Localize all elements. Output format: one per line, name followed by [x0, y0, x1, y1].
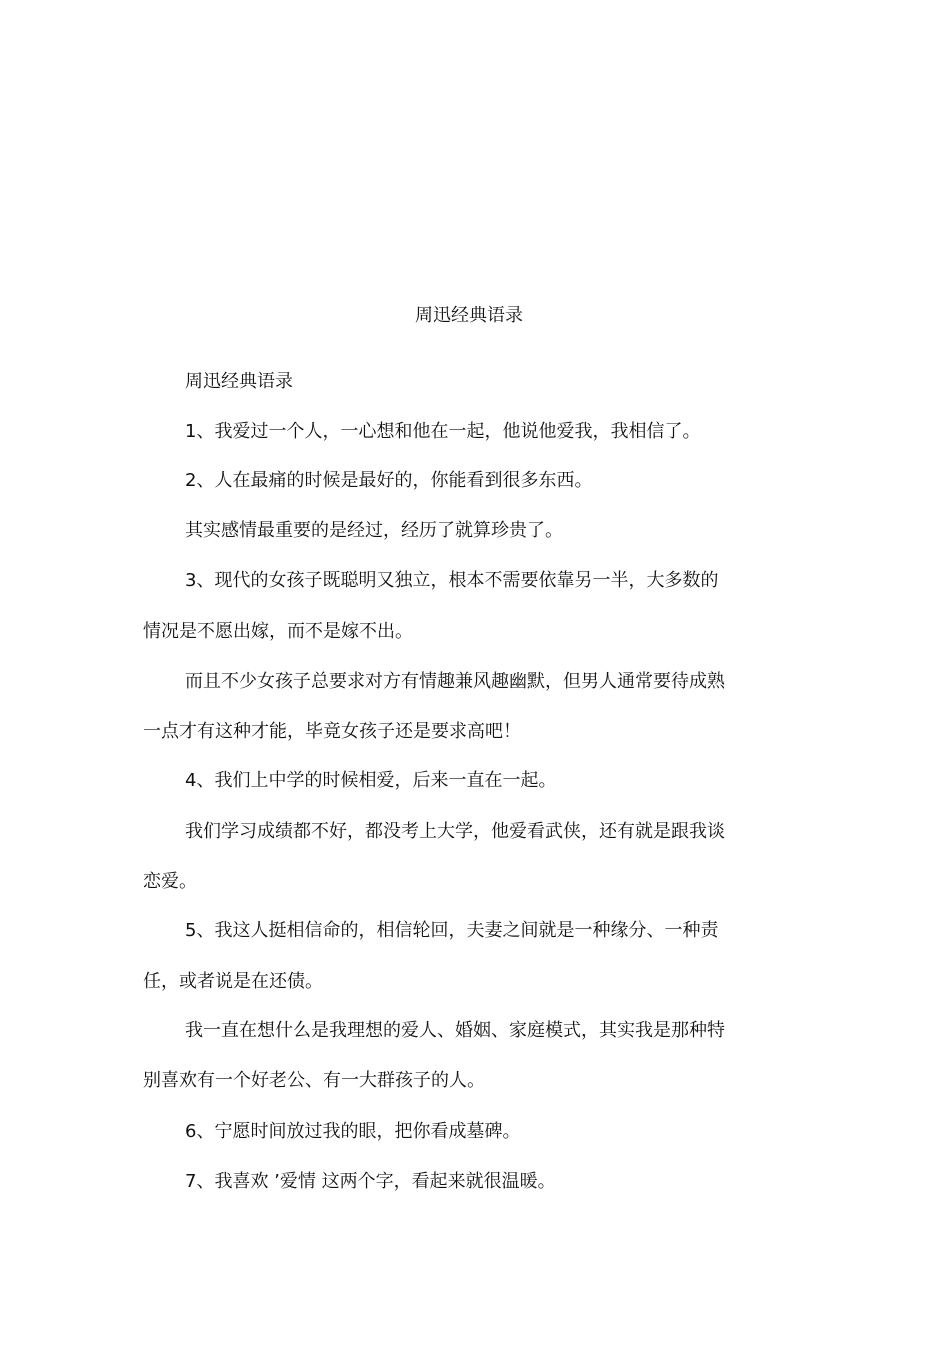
quote-line-4: 3、现代的女孩子既聪明又独立，根本不需要依靠另一半，大多数的	[185, 570, 719, 591]
quote-line-8: 4、我们上中学的时候相爱，后来一直在一起。	[185, 770, 557, 791]
subtitle-line: 周迅经典语录	[185, 371, 293, 392]
quote-line-6: 而且不少女孩子总要求对方有情趣兼风趣幽默，但男人通常要待成熟	[185, 671, 725, 692]
quote-line-5: 情况是不愿出嫁，而不是嫁不出。	[143, 621, 413, 642]
quote-line-15: 6、宁愿时间放过我的眼，把你看成墓碑。	[185, 1121, 521, 1142]
quote-line-10: 恋爱。	[143, 871, 197, 892]
quote-line-11: 5、我这人挺相信命的，相信轮回，夫妻之间就是一种缘分、一种责	[185, 920, 719, 941]
quote-line-2: 2、人在最痛的时候是最好的，你能看到很多东西。	[185, 470, 593, 491]
quote-line-16: 7、我喜欢 ’爱情 这两个字，看起来就很温暖。	[185, 1171, 556, 1192]
quote-line-9: 我们学习成绩都不好，都没考上大学，他爱看武侠，还有就是跟我谈	[185, 821, 725, 842]
quote-line-12: 任，或者说是在还债。	[143, 971, 323, 992]
quote-line-13: 我一直在想什么是我理想的爱人、婚姻、家庭模式，其实我是那种特	[185, 1020, 725, 1041]
quote-line-7: 一点才有这种才能，毕竟女孩子还是要求高吧！	[143, 721, 521, 742]
page-title: 周迅经典语录	[415, 305, 523, 326]
quote-line-14: 别喜欢有一个好老公、有一大群孩子的人。	[143, 1070, 485, 1091]
quote-line-3: 其实感情最重要的是经过，经历了就算珍贵了。	[185, 520, 563, 541]
quote-line-1: 1、我爱过一个人，一心想和他在一起，他说他爱我，我相信了。	[185, 421, 701, 442]
